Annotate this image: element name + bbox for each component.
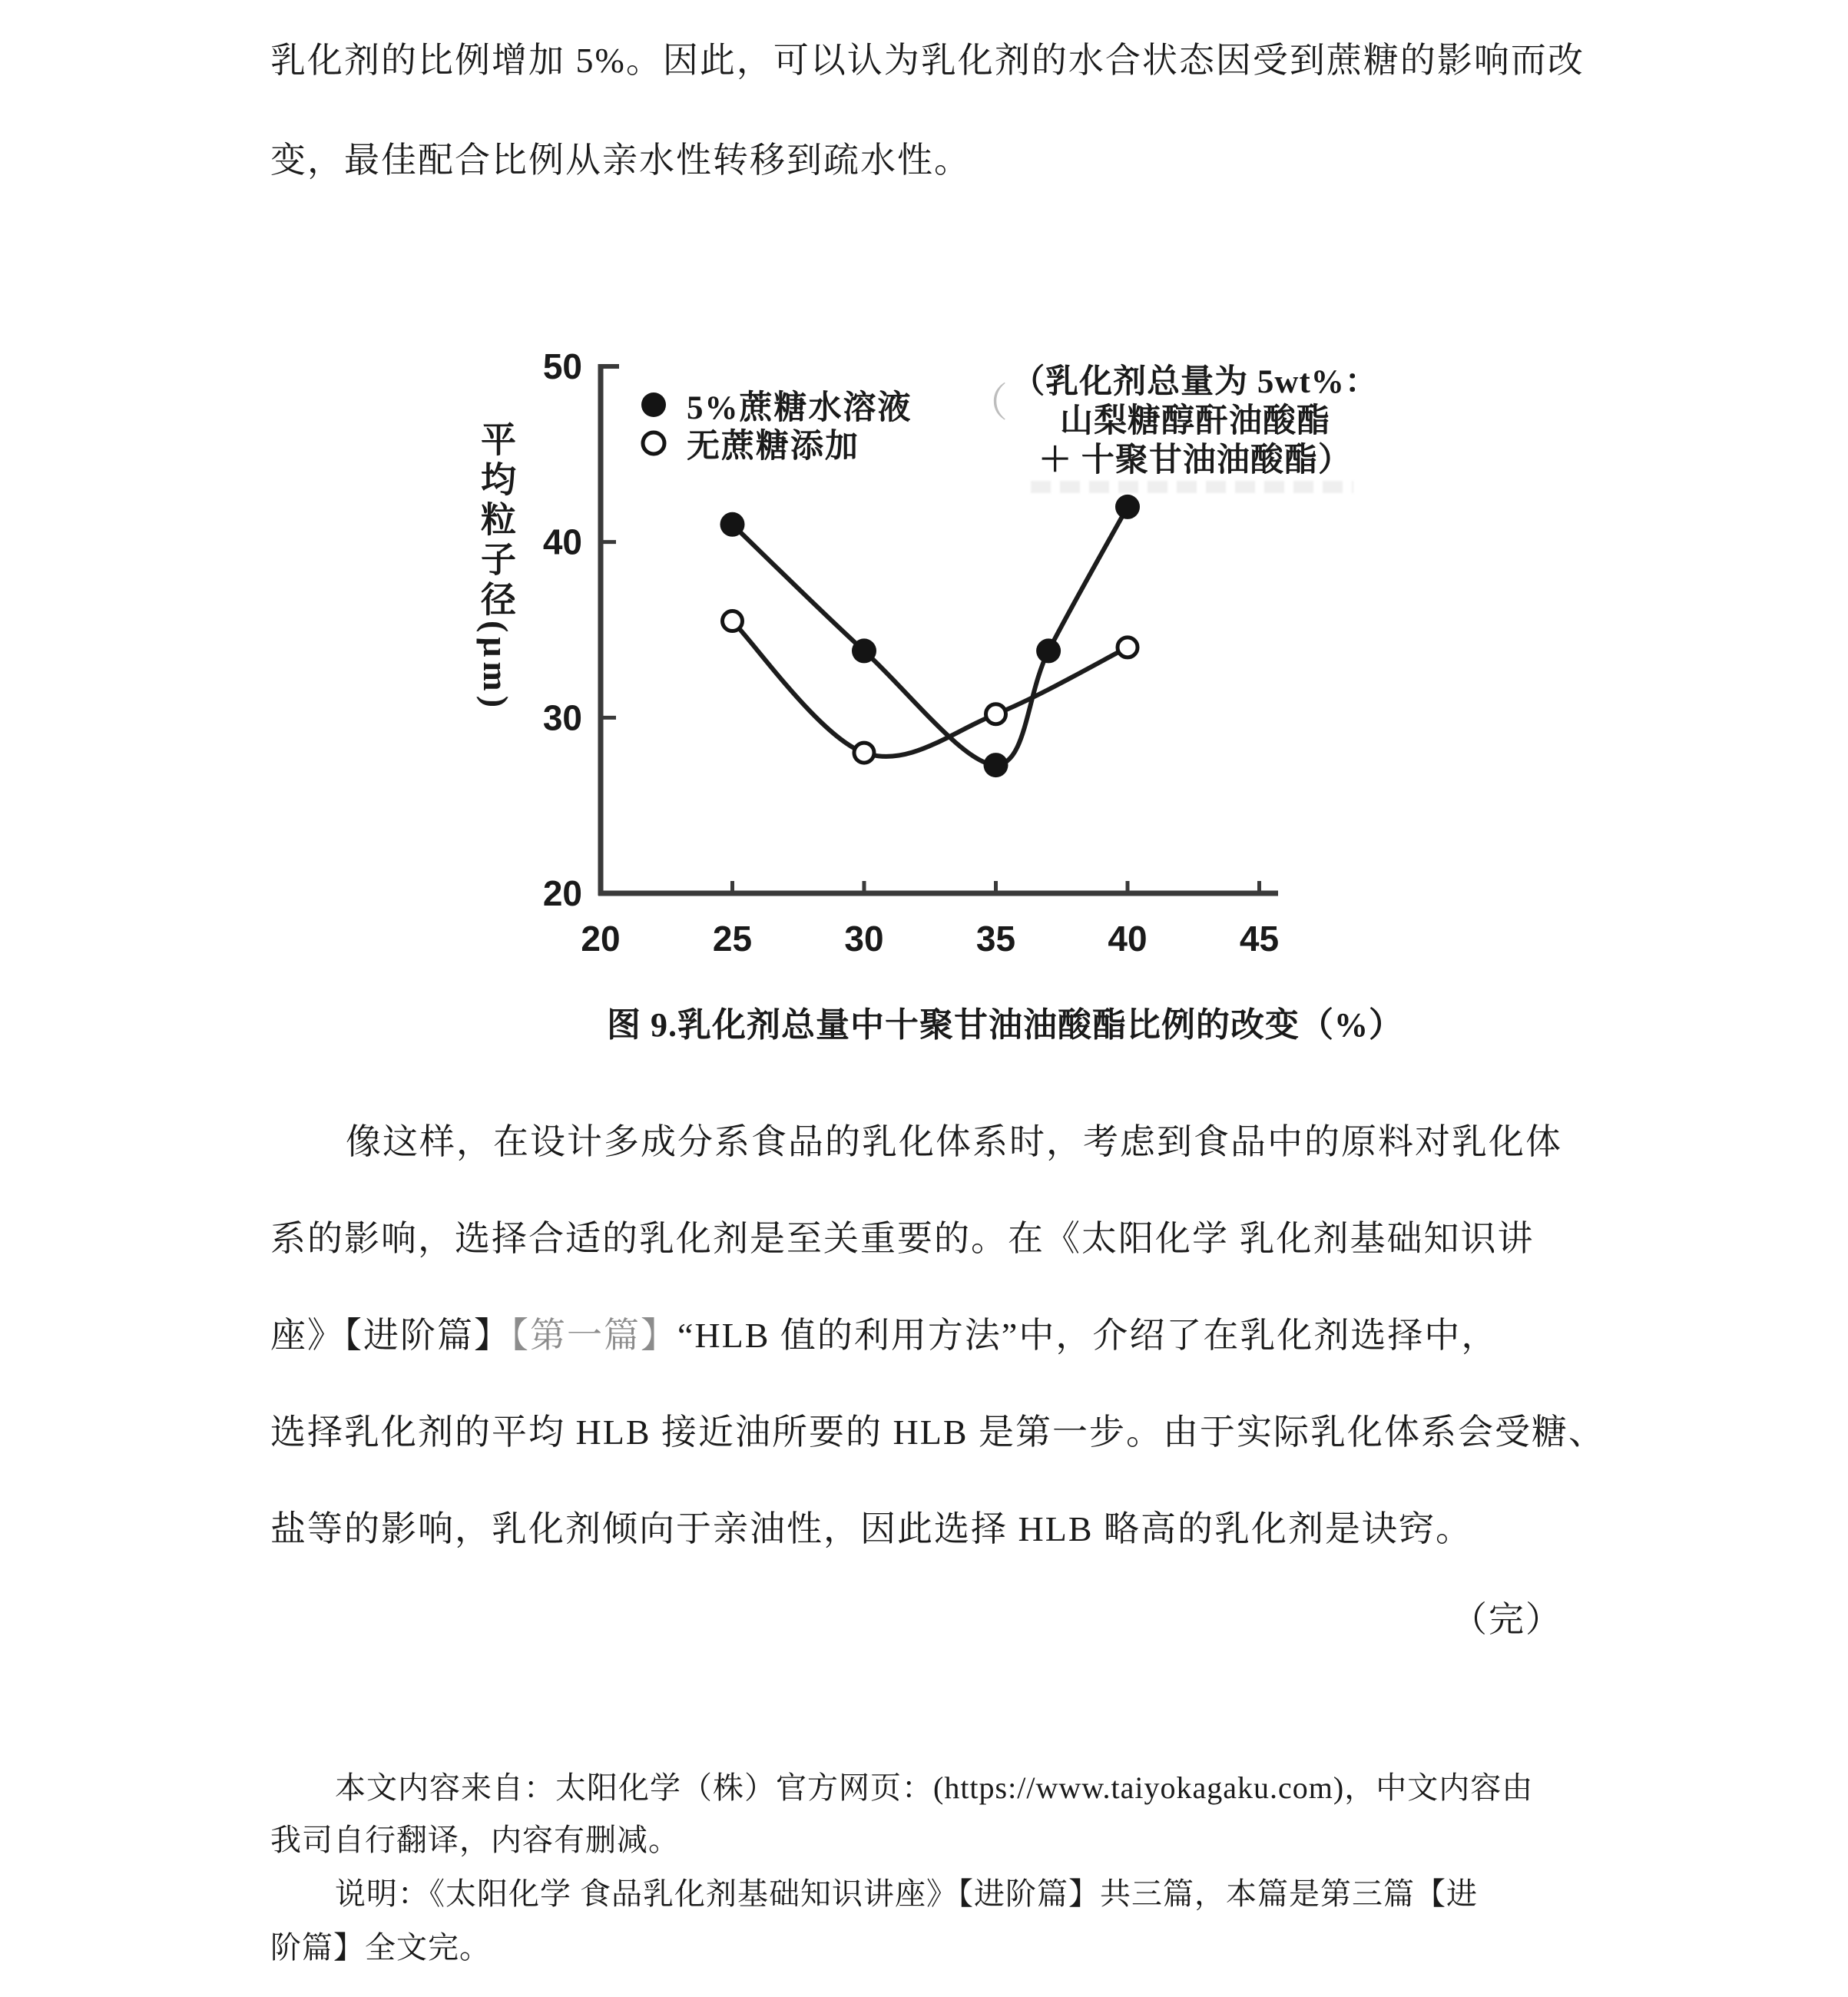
legend-label-no-sucrose: 无蔗糖添加	[687, 428, 859, 465]
paragraph2-line3	[270, 1315, 1498, 1356]
data-point-filled	[852, 638, 876, 663]
legend-row-no-sucrose	[639, 424, 912, 465]
y-axis-label: 平均粒子径(μm)	[476, 421, 515, 713]
data-point-filled	[1036, 638, 1061, 663]
y-tick-label: 30	[542, 697, 582, 738]
paragraph1-line1: 乳化剂的比例增加 5%。因此，可以认为乳化剂的水合状态因受到蔗糖的影响而改	[270, 41, 1585, 80]
end-mark: （完）	[1452, 1600, 1562, 1639]
chart-legend	[639, 386, 912, 465]
data-point-filled	[720, 512, 745, 537]
series-line-sucrose	[733, 507, 1128, 765]
footer-line4: 阶篇】全文完。	[270, 1930, 491, 1965]
footer-line1: 本文内容来自：太阳化学（株）官方网页：(https://www.taiyokagaku.com)，中文内容由	[335, 1770, 1534, 1805]
faint-paren-artifact: （	[968, 382, 1008, 426]
faint-watermark-artifact	[1031, 481, 1353, 493]
x-tick-label: 30	[844, 919, 884, 959]
x-tick-label: 20	[581, 919, 621, 959]
data-point-open	[986, 704, 1006, 724]
paragraph2-line4: 选择乳化剂的平均 HLB 接近油所要的 HLB 是第一步。由于实际乳化体系会受糖、	[270, 1412, 1605, 1452]
annotation-line-3: ＋ 十聚甘油油酸酯）	[1038, 442, 1352, 479]
paragraph2-line1: 像这样，在设计多成分系食品的乳化体系时，考虑到食品中的原料对乳化体	[346, 1122, 1562, 1161]
paragraph1-line2: 变，最佳配合比例从亲水性转移到疏水性。	[270, 141, 971, 180]
data-point-open	[723, 611, 743, 631]
x-tick-label: 45	[1239, 919, 1280, 959]
series-line-no-sucrose	[733, 621, 1128, 757]
x-tick-label: 25	[712, 919, 753, 959]
paragraph2-line3-gray-link-text: 【第一篇】	[511, 1316, 677, 1355]
paragraph2-line5: 盐等的影响，乳化剂倾向于亲油性，因此选择 HLB 略高的乳化剂是诀窍。	[270, 1509, 1472, 1548]
data-point-open	[1118, 638, 1138, 657]
annotation-line-2: 山梨糖醇酐油酸酯	[1060, 403, 1330, 439]
legend-label-sucrose: 5%蔗糖水溶液	[687, 389, 912, 426]
open-circle-icon	[639, 429, 668, 458]
data-point-filled	[1115, 495, 1140, 519]
annotation-line-1: （乳化剂总量为 5wt%：	[1012, 364, 1379, 400]
footer-line2: 我司自行翻译，内容有删减。	[270, 1823, 680, 1857]
footer-line3: 说明：《太阳化学 食品乳化剂基础知识讲座》【进阶篇】共三篇，本篇是第三篇【进	[335, 1876, 1478, 1911]
legend-row-sucrose	[639, 386, 912, 424]
paragraph2-line2: 系的影响，选择合适的乳化剂是至关重要的。在《太阳化学 乳化剂基础知识讲	[270, 1219, 1535, 1258]
paragraph2-line3-pre: 座》【进阶篇】	[270, 1316, 511, 1355]
y-tick-label: 20	[542, 873, 582, 913]
y-tick-label: 50	[542, 346, 582, 386]
figure-caption: 图 9.乳化剂总量中十聚甘油油酸酯比例的改变（%）	[607, 1006, 1403, 1044]
figure-9-chart	[461, 330, 1536, 991]
y-tick-label: 40	[542, 522, 582, 562]
paragraph2-line3-post: “HLB 值的利用方法”中，介绍了在乳化剂选择中，	[677, 1316, 1499, 1355]
filled-circle-icon	[639, 390, 668, 419]
x-tick-label: 40	[1108, 919, 1148, 959]
chart-annotation	[999, 363, 1392, 480]
x-tick-label: 35	[975, 919, 1016, 959]
data-point-open	[854, 743, 874, 763]
data-point-filled	[984, 753, 1008, 777]
